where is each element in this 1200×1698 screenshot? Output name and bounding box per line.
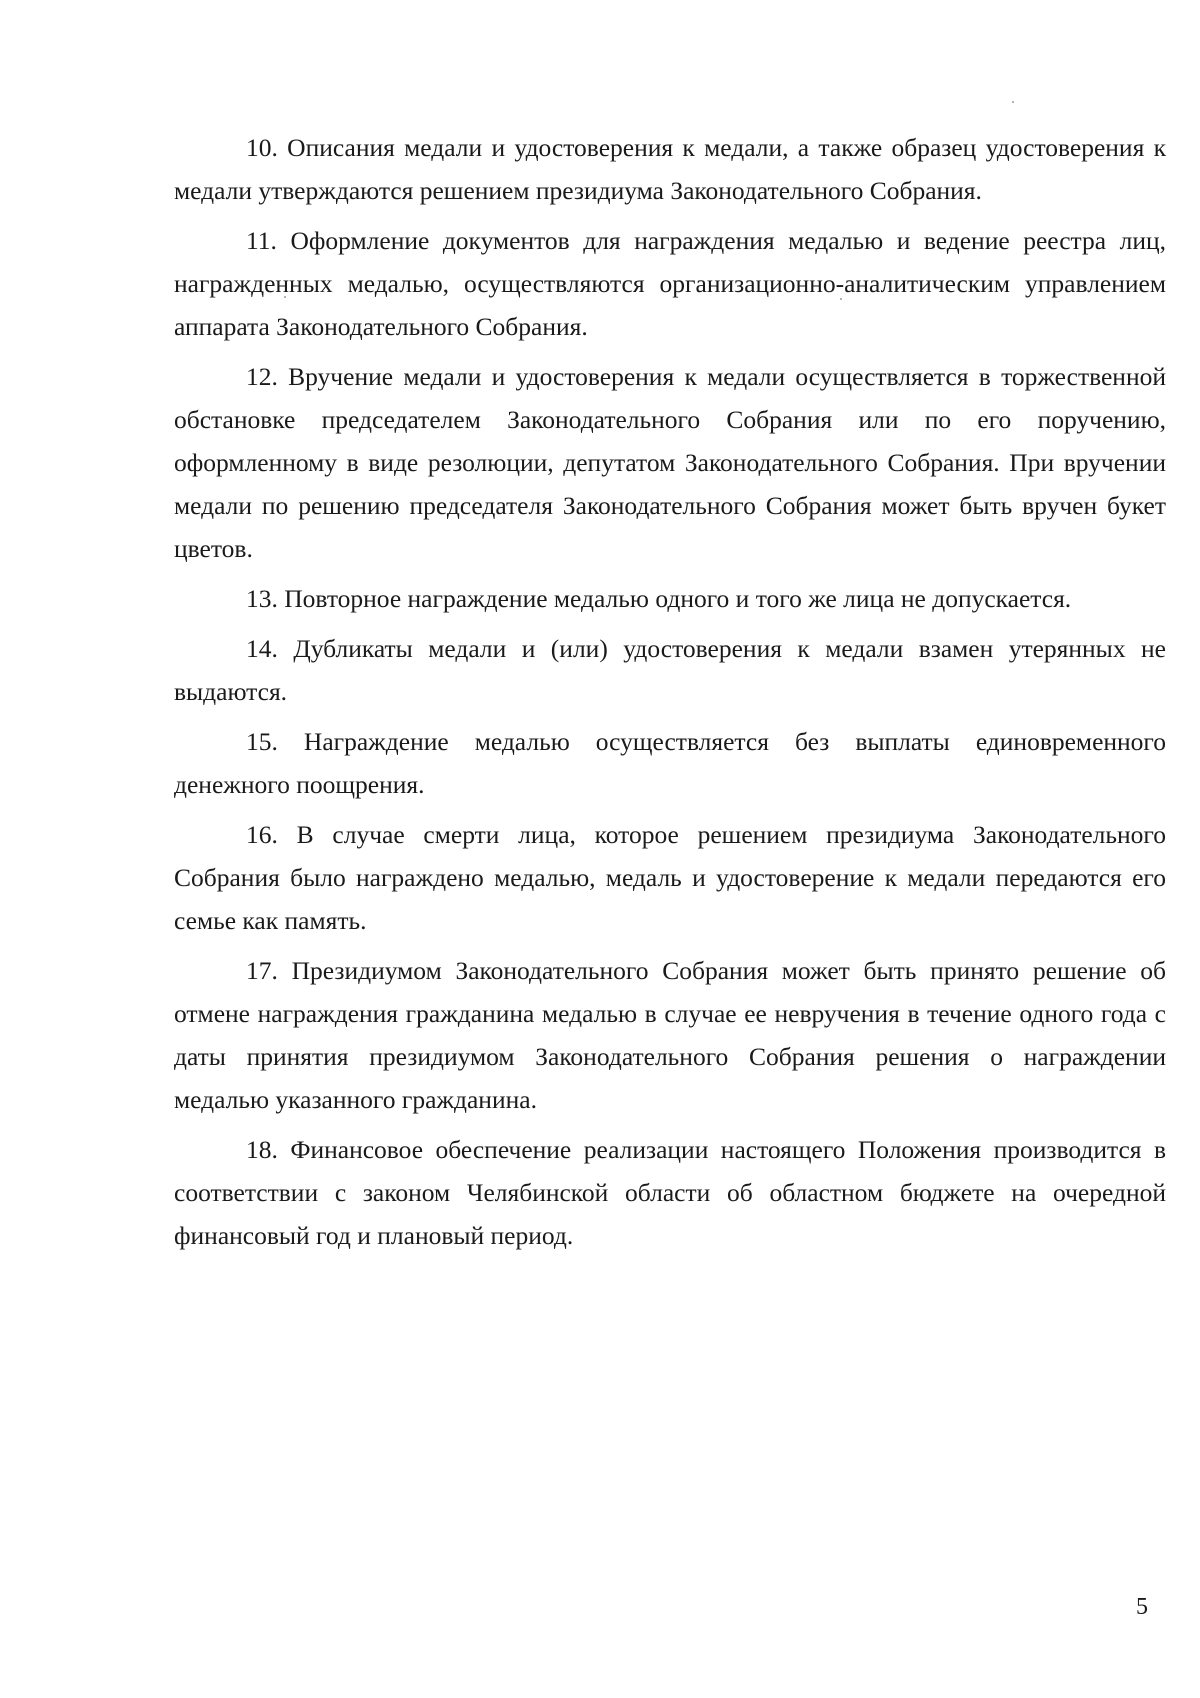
paragraph-16: 16. В случае смерти лица, которое решением президиума Законодательного Собрания было награждено медалью, медаль и удостоверение к медали передаются его семье как память. — [174, 820, 1166, 935]
paragraph-18: 18. Финансовое обеспечение реализации настоящего Положения производится в соответствии с законом Челябинской области об областном бюджете на очередной финансовый год и плановый период. — [174, 1135, 1166, 1250]
paragraph-11: 11. Оформление документов для награждения медалью и ведение реестра лиц, награжденных медалью, осуществляются организационно-аналитическим управлением аппарата Законодательного Собрания. — [174, 226, 1166, 341]
paragraph-14: 14. Дубликаты медали и (или) удостоверения к медали взамен утерянных не выдаются. — [174, 634, 1166, 706]
paragraph-10: 10. Описания медали и удостоверения к медали, а также образец удостоверения к медали утверждаются решением президиума Законодательного Собрания. — [174, 133, 1166, 205]
paragraph-17: 17. Президиумом Законодательного Собрания может быть принято решение об отмене награждения гражданина медалью в случае ее невручения в течение одного года с даты принятия президиумом Законодательного Собрания решения о награждении медалью указанного гражданина. — [174, 956, 1166, 1114]
document-body — [174, 126, 1166, 1264]
page-number: 5 — [1136, 1594, 1148, 1620]
paragraph-12: 12. Вручение медали и удостоверения к медали осуществляется в торжественной обстановке председателем Законодательного Собрания или по его поручению, оформленному в виде резолюции, депутатом Законодательного Собрания. При вручении медали по решению председателя Законодательного Собрания может быть вручен букет цветов. — [174, 362, 1166, 563]
paragraph-15: 15. Награждение медалью осуществляется без выплаты единовременного денежного поощрения. — [174, 727, 1166, 799]
scan-speck — [1012, 101, 1014, 103]
paragraph-13: 13. Повторное награждение медалью одного и того же лица не допускается. — [246, 584, 1072, 613]
